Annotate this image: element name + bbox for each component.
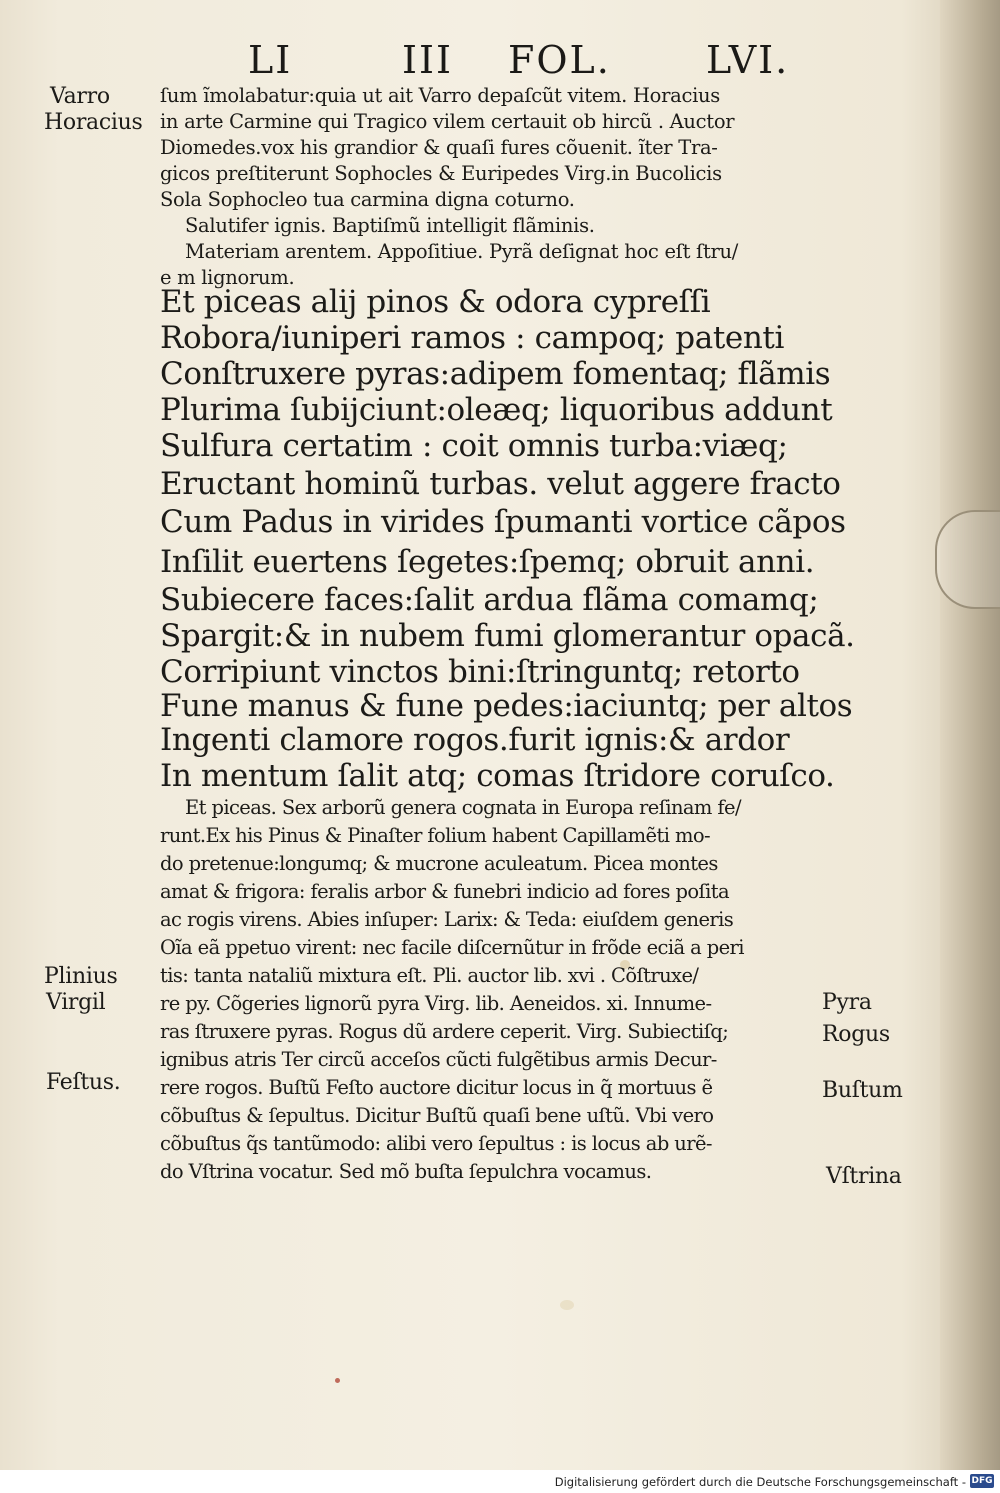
commentary-line: ac rogis virens. Abies inſuper: Larix: & Teda: eiuſdem generis <box>160 908 734 931</box>
verse-line: Inſilit euertens ſegetes:ſpemq; obruit anni. <box>160 544 815 580</box>
verse-line: Ingenti clamore rogos.furit ignis:& ardor <box>160 722 790 758</box>
page-fore-edge <box>940 0 1000 1470</box>
verse-line: Subiecere faces:ſalit ardua flãma comamq; <box>160 582 819 618</box>
dfg-logo: DFG <box>971 1476 993 1486</box>
commentary-line: tis: tanta nataliũ mixtura eſt. Pli. auctor lib. xvi . Cõſtruxe/ <box>160 964 699 987</box>
margin-note-left: Plinius <box>44 964 118 989</box>
folio-number: LVI. <box>706 38 790 82</box>
commentary-line: do Vſtrina vocatur. Sed mõ buſta ſepulchra vocamus. <box>160 1160 652 1183</box>
verse-line: Corripiunt vinctos bini:ſtringuntq; retorto <box>160 654 800 690</box>
commentary-line: Materiam arentem. Appoſitiue. Pyrã deſignat hoc eſt ſtru/ <box>185 240 739 263</box>
verse-line: Et piceas alij pinos & odora cypreſſi <box>160 284 711 320</box>
margin-note-right: Pyra <box>822 990 872 1015</box>
commentary-line: Oĩa eã ppetuo virent: nec facile diſcernũtur in frõde eciã a peri <box>160 936 744 959</box>
margin-note-right: Rogus <box>822 1022 890 1047</box>
margin-note-right: Vſtrina <box>826 1164 902 1189</box>
stain-spot <box>560 1300 574 1310</box>
commentary-line: re py. Cõgeries lignorũ pyra Virg. lib. Aeneidos. xi. Innume- <box>160 992 712 1015</box>
running-head-label: FOL. <box>508 38 611 82</box>
commentary-line: cõbuſtus q̃s tantũmodo: alibi vero ſepultus : is locus ab urẽ- <box>160 1132 712 1155</box>
verse-line: Spargit:& in nubem fumi glomerantur opacã. <box>160 618 855 654</box>
commentary-line: Sola Sophocleo tua carmina digna coturno. <box>160 188 575 211</box>
commentary-line: gicos preſtiterunt Sophocles & Euripedes Virg.in Bucolicis <box>160 162 722 185</box>
margin-note-left: Virgil <box>46 990 106 1015</box>
commentary-line: do pretenue:longumq; & mucrone aculeatum. Picea montes <box>160 852 718 875</box>
commentary-line: in arte Carmine qui Tragico vilem certauit ob hircũ . Auctor <box>160 110 735 133</box>
commentary-line: ras ſtruxere pyras. Rogus dũ ardere ceperit. Virg. Subiectiſq; <box>160 1020 729 1043</box>
commentary-line: ſum ĩmolabatur:quia ut ait Varro depaſcũt vitem. Horacius <box>160 84 720 107</box>
commentary-line: Salutifer ignis. Baptiſmũ intelligit flãminis. <box>185 214 595 237</box>
verse-line: Plurima ſubijciunt:oleæq; liquoribus addunt <box>160 392 833 428</box>
commentary-line: amat & frigora: feralis arbor & funebri indicio ad fores poſita <box>160 880 730 903</box>
margin-note-right: Buſtum <box>822 1078 903 1103</box>
margin-note-left: Horacius <box>44 110 143 135</box>
running-head-middle: III <box>402 38 454 82</box>
verse-line: In mentum ſalit atq; comas ſtridore coruſco. <box>160 758 835 794</box>
verse-line: Fune manus & fune pedes:iaciuntq; per altos <box>160 688 853 724</box>
margin-note-left: Feſtus. <box>46 1070 121 1095</box>
verse-line: Cum Padus in virides ſpumanti vortice cãpos <box>160 504 846 540</box>
stain-spot <box>335 1378 340 1383</box>
commentary-line: runt.Ex his Pinus & Pinaſter folium habent Capillamẽti mo- <box>160 824 710 847</box>
commentary-line: e m lignorum. <box>160 266 295 289</box>
funding-credit: Digitalisierung gefördert durch die Deutsche Forschungsgemeinschaft - <box>554 1475 966 1489</box>
verse-line: Eructant hominũ turbas. velut aggere fracto <box>160 466 841 502</box>
page-tab-mark <box>935 510 1000 609</box>
commentary-line: Diomedes.vox his grandior & quaſi fures cõuenit. ĩter Tra- <box>160 136 718 159</box>
commentary-line: rere rogos. Buſtũ Feſto auctore dicitur locus in q̃ mortuus ẽ <box>160 1076 713 1099</box>
commentary-line: Et piceas. Sex arborũ genera cognata in Europa reſinam fe/ <box>185 796 741 819</box>
verse-line: Sulfura certatim : coit omnis turba:viæq; <box>160 428 788 464</box>
verse-line: Conſtruxere pyras:adipem fomentaq; flãmis <box>160 356 831 392</box>
running-head-left: LI <box>248 38 293 82</box>
margin-note-left: Varro <box>50 84 110 109</box>
commentary-line: cõbuſtus & ſepultus. Dicitur Buſtũ quaſi bene uſtũ. Vbi vero <box>160 1104 714 1127</box>
verse-line: Robora/iuniperi ramos : campoq; patenti <box>160 320 784 356</box>
commentary-line: ignibus atris Ter circũ acceſos cũcti fulgẽtibus armis Decur- <box>160 1048 717 1071</box>
